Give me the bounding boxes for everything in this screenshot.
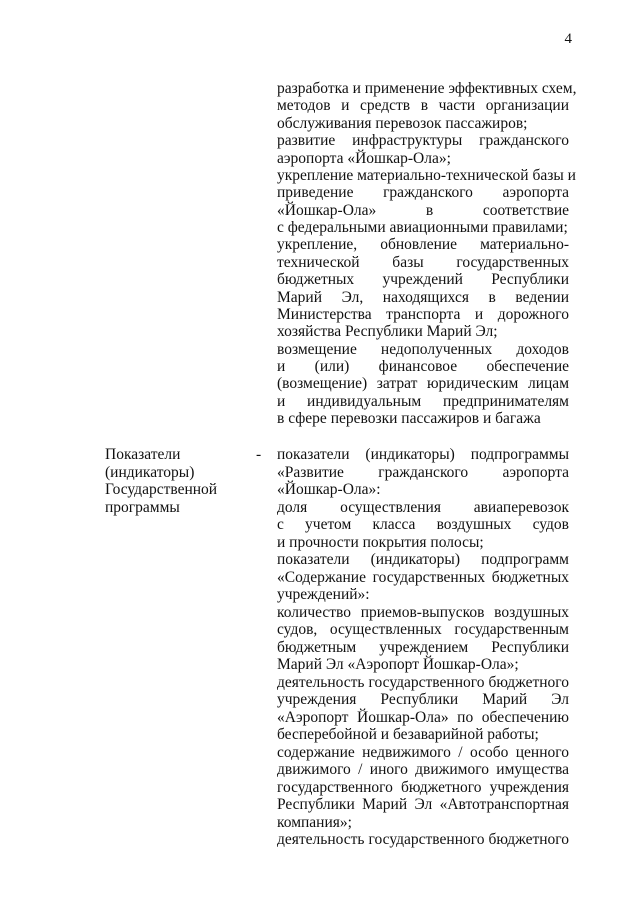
indicators-label-line: (индикаторы) xyxy=(105,463,195,481)
tasks-text-line: и (или) финансовое обеспечение xyxy=(277,358,569,375)
program-indicators-text xyxy=(277,446,569,849)
indicators-label-line: Государственной xyxy=(105,481,218,498)
tasks-text-line: «Йошкар-Ола» в соответствие xyxy=(277,201,569,219)
program-tasks-text xyxy=(277,80,577,428)
tasks-text-line: и индивидуальным предпринимателям xyxy=(277,392,569,410)
tasks-text-line: укрепление материально-технической базы и xyxy=(277,166,576,184)
indicators-text-line: «Аэропорт Йошкар-Ола» по обеспечению xyxy=(277,708,569,726)
tasks-text-line: (возмещение) затрат юридическим лицам xyxy=(277,375,569,393)
tasks-text-line: развитие инфраструктуры гражданского xyxy=(277,132,569,150)
tasks-text-line: технической базы государственных xyxy=(277,253,569,271)
tasks-text-line: хозяйства Республики Марий Эл; xyxy=(277,323,498,341)
indicators-label-line: Показатели xyxy=(105,446,181,463)
tasks-text-line: обслуживания перевозок пассажиров; xyxy=(277,114,528,132)
indicators-text-line: показатели (индикаторы) подпрограмм xyxy=(277,551,569,568)
indicators-text-line: движимого / иного движимого имущества xyxy=(277,761,569,778)
indicators-text-line: показатели (индикаторы) подпрограммы xyxy=(277,446,569,463)
tasks-text-line: в сфере перевозки пассажиров и багажа xyxy=(277,410,541,428)
indicators-text-line: с учетом класса воздушных судов xyxy=(277,516,569,533)
indicators-text-line: деятельность государственного бюджетного xyxy=(277,673,569,691)
indicators-text-line: Марий Эл «Аэропорт Йошкар-Ола»; xyxy=(277,656,519,673)
indicators-text-line: Республики Марий Эл «Автотранспортная xyxy=(277,796,569,813)
tasks-text-line: методов и средств в части организации xyxy=(277,97,569,115)
indicators-text-line: учреждения Республики Марий Эл xyxy=(277,691,569,708)
indicators-label-line: программы xyxy=(105,498,180,516)
tasks-text-line: возмещение недополученных доходов xyxy=(277,340,569,358)
tasks-text-line: бюджетных учреждений Республики xyxy=(277,271,569,289)
tasks-text-line: Марий Эл, находящихся в ведении xyxy=(277,288,569,306)
tasks-text-line: аэропорта «Йошкар-Ола»; xyxy=(277,149,451,167)
label-dash: - xyxy=(256,446,262,463)
indicators-label xyxy=(105,446,275,516)
tasks-text-line: разработка и применение эффективных схем, xyxy=(277,80,577,97)
indicators-text-line: государственного бюджетного учреждения xyxy=(277,778,569,796)
indicators-text-line: судов, осуществленных государственным xyxy=(277,621,569,638)
indicators-text-line: количество приемов-выпусков воздушных xyxy=(277,603,569,621)
indicators-text-line: «Содержание государственных бюджетных xyxy=(277,568,569,586)
tasks-text-line: с федеральными авиационными правилами; xyxy=(277,219,568,236)
indicators-text-line: учреждений»: xyxy=(277,586,370,603)
tasks-text-line: укрепление, обновление материально- xyxy=(277,236,569,254)
indicators-text-line: компания»; xyxy=(277,813,352,831)
indicators-text-line: «Развитие гражданского аэропорта xyxy=(277,463,569,481)
page-number: 4 xyxy=(564,31,572,47)
tasks-text-line: Министерства транспорта и дорожного xyxy=(277,305,569,323)
indicators-text-line: «Йошкар-Ола»: xyxy=(277,481,381,498)
indicators-text-line: и прочности покрытия полосы; xyxy=(277,533,484,551)
indicators-text-line: содержание недвижимого / особо ценного xyxy=(277,743,569,761)
tasks-text-line: приведение гражданского аэропорта xyxy=(277,184,569,202)
indicators-text-line: бюджетным учреждением Республики xyxy=(277,638,569,656)
indicators-text-line: бесперебойной и безаварийной работы; xyxy=(277,726,539,743)
indicators-text-line: деятельность государственного бюджетного xyxy=(277,831,569,848)
indicators-text-line: доля осуществления авиаперевозок xyxy=(277,498,569,516)
